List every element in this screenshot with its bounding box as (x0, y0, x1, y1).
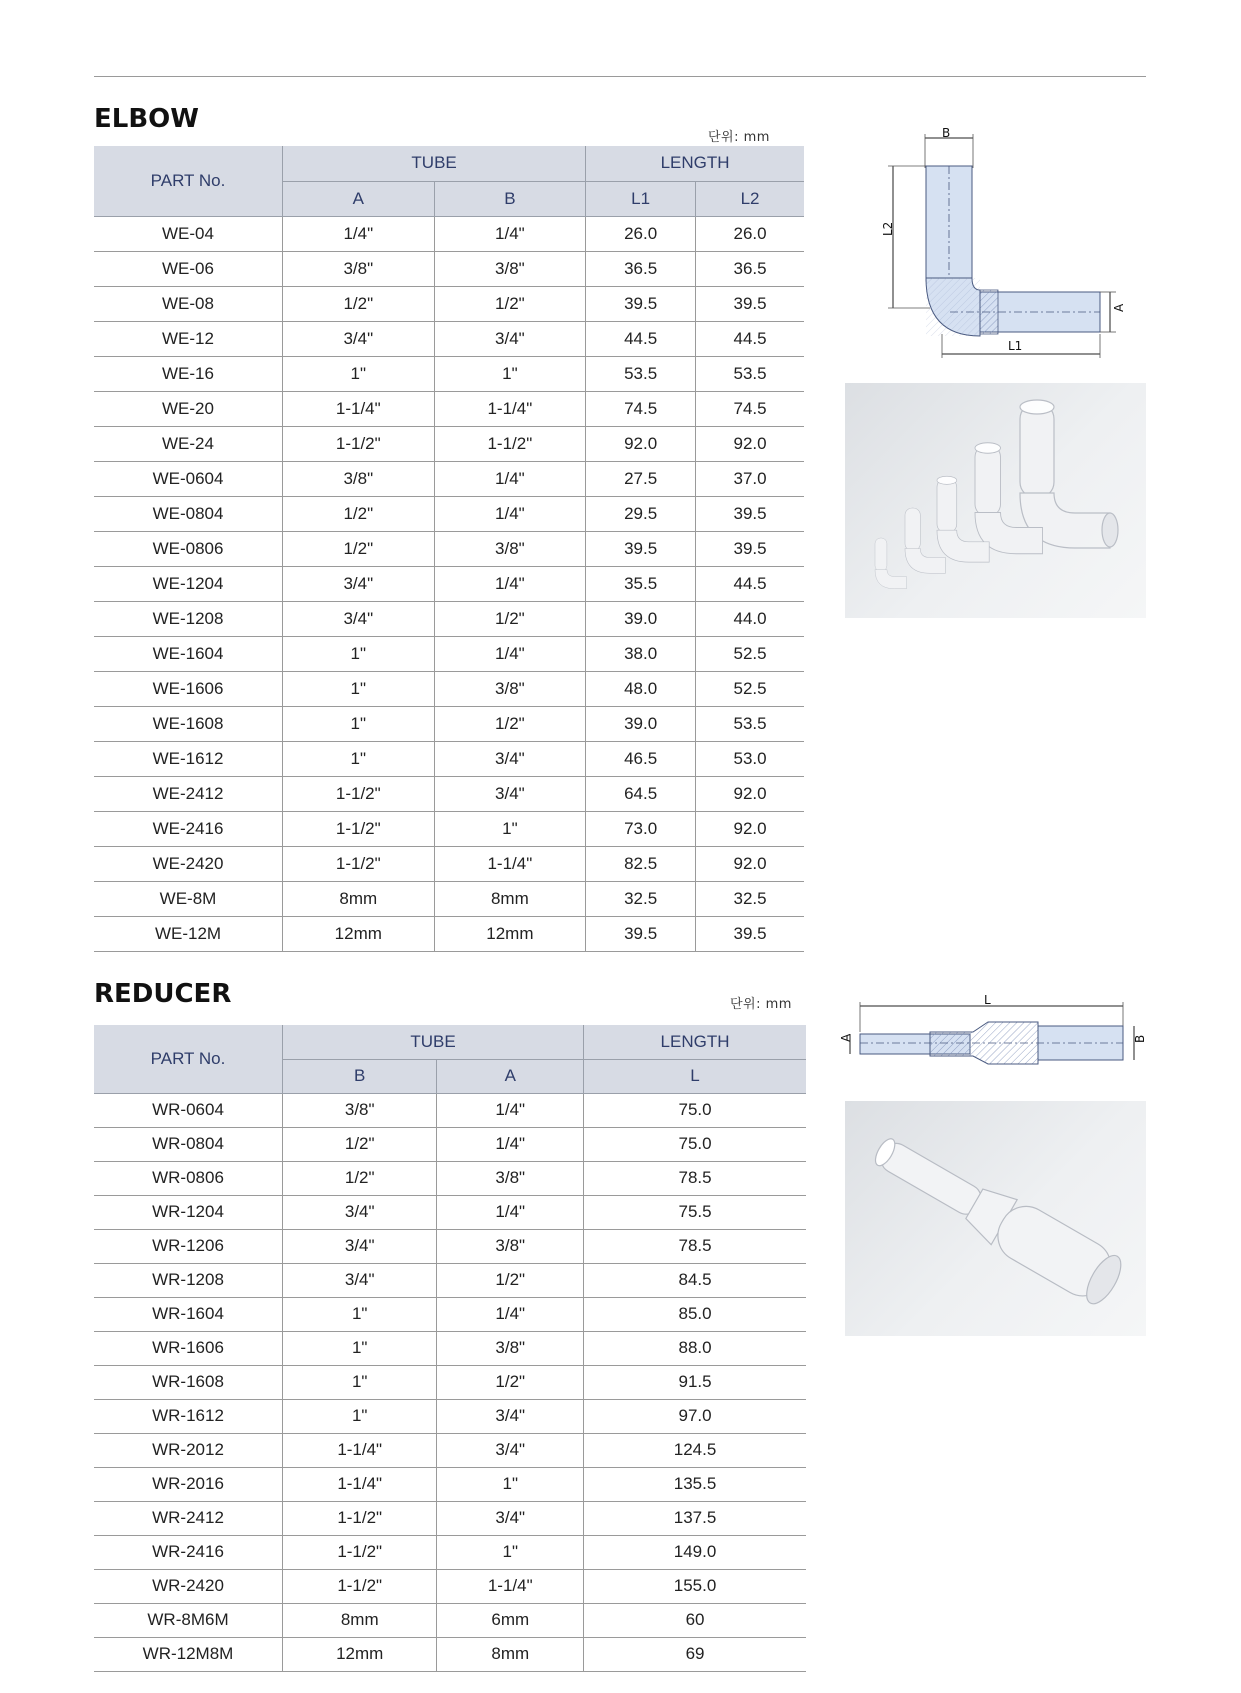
elbow-table-row (94, 531, 804, 566)
elbow-cell-a: 1" (283, 356, 435, 391)
elbow-cell-l2: 44.0 (696, 601, 804, 636)
reducer-table-row (94, 1637, 806, 1671)
reducer-cell-b: 1-1/2" (283, 1569, 437, 1603)
elbow-cell-b: 3/4" (434, 321, 586, 356)
elbow-cell-a: 1/2" (283, 496, 435, 531)
reducer-cell-b: 1" (283, 1365, 437, 1399)
elbow-cell-l1: 29.5 (586, 496, 696, 531)
dim-b-label: B (942, 126, 951, 140)
elbow-cell-l2: 44.5 (696, 321, 804, 356)
col-l-header: L (584, 1059, 806, 1093)
reducer-table-row (94, 1127, 806, 1161)
elbow-cell-l1: 39.5 (586, 286, 696, 321)
elbow-cell-l1: 39.0 (586, 601, 696, 636)
reducer-cell-l: 84.5 (584, 1263, 806, 1297)
dim-l2-label: L2 (881, 221, 895, 236)
reducer-table-row (94, 1365, 806, 1399)
length-header: LENGTH (586, 146, 804, 181)
reducer-cell-a: 1/4" (437, 1093, 584, 1127)
elbow-cell-part-no: WE-06 (94, 251, 283, 286)
reducer-cell-a: 1-1/4" (437, 1569, 584, 1603)
col-a-header: A (437, 1059, 584, 1093)
reducer-cell-part-no: WR-0804 (94, 1127, 283, 1161)
col-b-header: B (434, 181, 586, 216)
elbow-dimension-drawing (870, 126, 1126, 368)
reducer-table-row (94, 1229, 806, 1263)
elbow-cell-part-no: WE-12 (94, 321, 283, 356)
elbow-table-row (94, 286, 804, 321)
elbow-cell-b: 1/4" (434, 496, 586, 531)
elbow-cell-b: 1/2" (434, 601, 586, 636)
reducer-cell-b: 1" (283, 1331, 437, 1365)
elbow-cell-part-no: WE-1606 (94, 671, 283, 706)
elbow-cell-part-no: WE-0604 (94, 461, 283, 496)
elbow-cell-l2: 39.5 (696, 531, 804, 566)
elbow-cell-a: 1/4" (283, 216, 435, 251)
elbow-cell-part-no: WE-2412 (94, 776, 283, 811)
elbow-cell-l1: 64.5 (586, 776, 696, 811)
elbow-table-row (94, 426, 804, 461)
reducer-cell-a: 1" (437, 1467, 584, 1501)
elbow-cell-a: 1-1/2" (283, 846, 435, 881)
reducer-cell-l: 75.0 (584, 1093, 806, 1127)
reducer-spec-table (94, 1025, 806, 1672)
reducer-cell-l: 97.0 (584, 1399, 806, 1433)
dim-a-label: A (1112, 303, 1126, 312)
reducer-table-row (94, 1263, 806, 1297)
reducer-table-row (94, 1467, 806, 1501)
elbow-table-row (94, 881, 804, 916)
elbow-cell-l2: 44.5 (696, 566, 804, 601)
reducer-cell-a: 1" (437, 1535, 584, 1569)
elbow-cell-part-no: WE-1604 (94, 636, 283, 671)
elbow-cell-b: 1/2" (434, 286, 586, 321)
elbow-cell-part-no: WE-1612 (94, 741, 283, 776)
elbow-cell-b: 1/4" (434, 636, 586, 671)
elbow-table-row (94, 776, 804, 811)
elbow-table-row (94, 251, 804, 286)
elbow-table-row (94, 846, 804, 881)
reducer-cell-a: 1/4" (437, 1127, 584, 1161)
reducer-cell-b: 3/4" (283, 1195, 437, 1229)
reducer-cell-l: 91.5 (584, 1365, 806, 1399)
tube-header: TUBE (283, 146, 586, 181)
reducer-cell-a: 1/2" (437, 1263, 584, 1297)
elbow-render-image (845, 383, 1146, 618)
elbow-cell-l1: 26.0 (586, 216, 696, 251)
elbow-cell-l1: 82.5 (586, 846, 696, 881)
reducer-cell-part-no: WR-1208 (94, 1263, 283, 1297)
reducer-title: REDUCER (94, 979, 232, 1009)
elbow-cell-a: 1" (283, 636, 435, 671)
elbow-cell-a: 1" (283, 671, 435, 706)
elbow-table-row (94, 566, 804, 601)
elbow-cell-a: 1-1/2" (283, 426, 435, 461)
reducer-cell-part-no: WR-1604 (94, 1297, 283, 1331)
reducer-cell-a: 1/4" (437, 1195, 584, 1229)
reducer-table-row (94, 1569, 806, 1603)
col-l2-header: L2 (696, 181, 804, 216)
reducer-cell-a: 1/2" (437, 1365, 584, 1399)
elbow-cell-a: 1" (283, 706, 435, 741)
reducer-cell-b: 3/4" (283, 1229, 437, 1263)
elbow-cell-b: 8mm (434, 881, 586, 916)
elbow-cell-l1: 92.0 (586, 426, 696, 461)
elbow-table-row (94, 216, 804, 251)
elbow-cell-a: 1/2" (283, 531, 435, 566)
elbow-cell-b: 1/4" (434, 566, 586, 601)
elbow-cell-part-no: WE-24 (94, 426, 283, 461)
reducer-cell-a: 6mm (437, 1603, 584, 1637)
reducer-cell-a: 3/8" (437, 1331, 584, 1365)
elbow-cell-a: 1-1/4" (283, 391, 435, 426)
reducer-cell-b: 12mm (283, 1637, 437, 1671)
col-a-header: A (283, 181, 435, 216)
elbow-cell-part-no: WE-04 (94, 216, 283, 251)
reducer-cell-a: 3/4" (437, 1399, 584, 1433)
reducer-table-row (94, 1093, 806, 1127)
length-header: LENGTH (584, 1025, 806, 1059)
elbow-spec-table (94, 146, 804, 952)
elbow-cell-part-no: WE-8M (94, 881, 283, 916)
reducer-cell-l: 60 (584, 1603, 806, 1637)
elbow-cell-a: 1/2" (283, 286, 435, 321)
tube-header: TUBE (283, 1025, 584, 1059)
reducer-cell-l: 78.5 (584, 1229, 806, 1263)
reducer-table-row (94, 1399, 806, 1433)
elbow-cell-part-no: WE-2420 (94, 846, 283, 881)
reducer-cell-part-no: WR-2012 (94, 1433, 283, 1467)
reducer-cell-part-no: WR-1606 (94, 1331, 283, 1365)
reducer-cell-b: 3/4" (283, 1263, 437, 1297)
elbow-cell-part-no: WE-1208 (94, 601, 283, 636)
elbow-cell-l2: 39.5 (696, 286, 804, 321)
elbow-cell-b: 3/8" (434, 531, 586, 566)
col-b-header: B (283, 1059, 437, 1093)
reducer-table-row (94, 1161, 806, 1195)
reducer-cell-l: 149.0 (584, 1535, 806, 1569)
elbow-cell-l1: 39.0 (586, 706, 696, 741)
reducer-cell-part-no: WR-0806 (94, 1161, 283, 1195)
elbow-table-row (94, 811, 804, 846)
elbow-cell-l1: 46.5 (586, 741, 696, 776)
reducer-cell-a: 3/8" (437, 1161, 584, 1195)
reducer-table-row (94, 1501, 806, 1535)
reducer-table-row (94, 1535, 806, 1569)
elbow-cell-l2: 37.0 (696, 461, 804, 496)
elbow-cell-l1: 44.5 (586, 321, 696, 356)
elbow-cell-part-no: WE-12M (94, 916, 283, 951)
elbow-cell-part-no: WE-2416 (94, 811, 283, 846)
elbow-cell-a: 3/4" (283, 566, 435, 601)
reducer-cell-b: 1/2" (283, 1127, 437, 1161)
elbow-table-row (94, 356, 804, 391)
elbow-cell-l1: 73.0 (586, 811, 696, 846)
reducer-cell-l: 135.5 (584, 1467, 806, 1501)
dim-b-label: B (1133, 1034, 1147, 1043)
reducer-product-photo (845, 1101, 1146, 1336)
elbow-cell-part-no: WE-08 (94, 286, 283, 321)
elbow-table-row (94, 391, 804, 426)
reducer-cell-b: 8mm (283, 1603, 437, 1637)
elbow-cell-a: 1-1/2" (283, 776, 435, 811)
elbow-cell-part-no: WE-0804 (94, 496, 283, 531)
reducer-cell-part-no: WR-1206 (94, 1229, 283, 1263)
elbow-cell-l2: 53.5 (696, 706, 804, 741)
reducer-table-row (94, 1195, 806, 1229)
reducer-table-row (94, 1331, 806, 1365)
elbow-cell-l2: 52.5 (696, 671, 804, 706)
reducer-cell-b: 1-1/4" (283, 1433, 437, 1467)
reducer-cell-part-no: WR-8M6M (94, 1603, 283, 1637)
elbow-cell-l2: 53.5 (696, 356, 804, 391)
elbow-cell-a: 3/4" (283, 321, 435, 356)
elbow-cell-a: 12mm (283, 916, 435, 951)
reducer-cell-l: 137.5 (584, 1501, 806, 1535)
reducer-cell-l: 78.5 (584, 1161, 806, 1195)
elbow-cell-b: 1-1/4" (434, 391, 586, 426)
elbow-table-row (94, 741, 804, 776)
elbow-cell-l1: 32.5 (586, 881, 696, 916)
elbow-cell-a: 1" (283, 741, 435, 776)
elbow-table-row (94, 461, 804, 496)
reducer-cell-a: 3/4" (437, 1501, 584, 1535)
elbow-cell-a: 3/8" (283, 251, 435, 286)
reducer-cell-b: 1" (283, 1399, 437, 1433)
reducer-cell-part-no: WR-2420 (94, 1569, 283, 1603)
elbow-cell-b: 1/4" (434, 216, 586, 251)
elbow-cell-part-no: WE-1608 (94, 706, 283, 741)
elbow-table-row (94, 321, 804, 356)
elbow-cell-l1: 39.5 (586, 916, 696, 951)
elbow-cell-l1: 35.5 (586, 566, 696, 601)
reducer-cell-l: 124.5 (584, 1433, 806, 1467)
reducer-cell-a: 8mm (437, 1637, 584, 1671)
elbow-cell-l2: 26.0 (696, 216, 804, 251)
part-no-header: PART No. (94, 146, 283, 216)
elbow-cell-b: 1/2" (434, 706, 586, 741)
elbow-cell-l2: 92.0 (696, 426, 804, 461)
elbow-cell-l1: 39.5 (586, 531, 696, 566)
reducer-cell-part-no: WR-2016 (94, 1467, 283, 1501)
reducer-cell-l: 75.0 (584, 1127, 806, 1161)
elbow-cell-b: 3/8" (434, 671, 586, 706)
elbow-cell-b: 1-1/2" (434, 426, 586, 461)
reducer-cell-part-no: WR-12M8M (94, 1637, 283, 1671)
elbow-cell-part-no: WE-16 (94, 356, 283, 391)
reducer-table-row (94, 1603, 806, 1637)
elbow-cell-l1: 27.5 (586, 461, 696, 496)
reducer-cell-b: 3/8" (283, 1093, 437, 1127)
reducer-cell-a: 1/4" (437, 1297, 584, 1331)
elbow-table-row (94, 496, 804, 531)
elbow-cell-b: 1" (434, 811, 586, 846)
reducer-cell-part-no: WR-1612 (94, 1399, 283, 1433)
dim-a-label: A (839, 1033, 853, 1042)
top-divider (94, 76, 1146, 77)
reducer-cell-l: 85.0 (584, 1297, 806, 1331)
elbow-cell-l2: 32.5 (696, 881, 804, 916)
reducer-unit-label: 단위: mm (730, 997, 792, 1012)
elbow-cell-l2: 52.5 (696, 636, 804, 671)
dim-l-label: L (984, 993, 991, 1007)
elbow-table-row (94, 671, 804, 706)
elbow-cell-b: 3/4" (434, 741, 586, 776)
elbow-cell-l1: 38.0 (586, 636, 696, 671)
reducer-cell-b: 1/2" (283, 1161, 437, 1195)
elbow-cell-b: 12mm (434, 916, 586, 951)
elbow-cell-l2: 39.5 (696, 496, 804, 531)
elbow-unit-label: 단위: mm (708, 130, 770, 145)
elbow-cell-l2: 92.0 (696, 776, 804, 811)
reducer-cell-l: 75.5 (584, 1195, 806, 1229)
reducer-table-row (94, 1433, 806, 1467)
part-no-header: PART No. (94, 1025, 283, 1093)
elbow-cell-l1: 74.5 (586, 391, 696, 426)
elbow-cell-a: 1-1/2" (283, 811, 435, 846)
elbow-cell-l1: 53.5 (586, 356, 696, 391)
elbow-cell-l2: 36.5 (696, 251, 804, 286)
elbow-cell-l1: 36.5 (586, 251, 696, 286)
reducer-cell-b: 1" (283, 1297, 437, 1331)
reducer-table-row (94, 1297, 806, 1331)
reducer-cell-l: 88.0 (584, 1331, 806, 1365)
reducer-cell-b: 1-1/2" (283, 1501, 437, 1535)
reducer-dimension-drawing (838, 993, 1148, 1066)
reducer-cell-a: 3/8" (437, 1229, 584, 1263)
reducer-render-image (845, 1101, 1146, 1336)
elbow-product-photo (845, 383, 1146, 618)
reducer-cell-part-no: WR-1204 (94, 1195, 283, 1229)
elbow-cell-part-no: WE-1204 (94, 566, 283, 601)
reducer-cell-a: 3/4" (437, 1433, 584, 1467)
dim-l1-label: L1 (1008, 339, 1023, 353)
reducer-cell-part-no: WR-2416 (94, 1535, 283, 1569)
elbow-cell-b: 3/4" (434, 776, 586, 811)
reducer-table-body (94, 1093, 806, 1671)
elbow-cell-part-no: WE-20 (94, 391, 283, 426)
elbow-cell-l1: 48.0 (586, 671, 696, 706)
col-l1-header: L1 (586, 181, 696, 216)
elbow-table-row (94, 916, 804, 951)
elbow-table-row (94, 706, 804, 741)
elbow-cell-b: 3/8" (434, 251, 586, 286)
elbow-cell-a: 3/8" (283, 461, 435, 496)
elbow-cell-part-no: WE-0806 (94, 531, 283, 566)
elbow-cell-l2: 74.5 (696, 391, 804, 426)
elbow-cell-b: 1-1/4" (434, 846, 586, 881)
elbow-cell-l2: 92.0 (696, 846, 804, 881)
elbow-cell-l2: 53.0 (696, 741, 804, 776)
reducer-cell-part-no: WR-1608 (94, 1365, 283, 1399)
reducer-cell-l: 69 (584, 1637, 806, 1671)
reducer-cell-part-no: WR-2412 (94, 1501, 283, 1535)
elbow-cell-l2: 92.0 (696, 811, 804, 846)
elbow-cell-a: 8mm (283, 881, 435, 916)
reducer-cell-l: 155.0 (584, 1569, 806, 1603)
elbow-title: ELBOW (94, 104, 199, 134)
reducer-cell-b: 1-1/4" (283, 1467, 437, 1501)
elbow-cell-a: 3/4" (283, 601, 435, 636)
elbow-table-row (94, 636, 804, 671)
reducer-cell-b: 1-1/2" (283, 1535, 437, 1569)
elbow-table-body (94, 216, 804, 951)
elbow-cell-b: 1" (434, 356, 586, 391)
elbow-cell-l2: 39.5 (696, 916, 804, 951)
reducer-cell-part-no: WR-0604 (94, 1093, 283, 1127)
elbow-table-row (94, 601, 804, 636)
elbow-cell-b: 1/4" (434, 461, 586, 496)
